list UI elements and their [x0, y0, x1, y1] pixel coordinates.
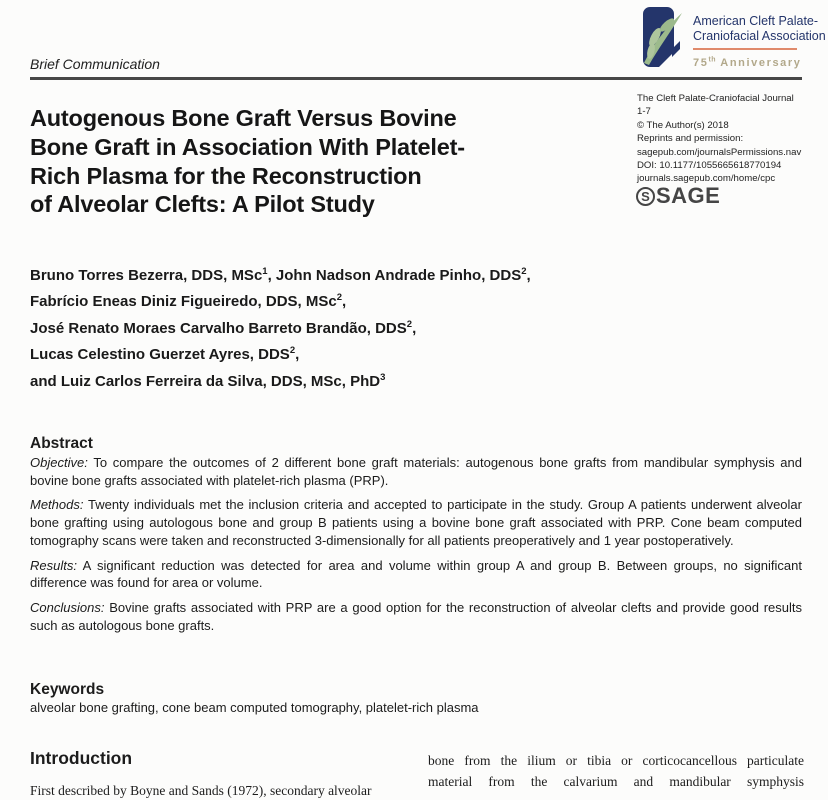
anniversary-label: 75th Anniversary	[693, 56, 802, 69]
title-line: Bone Graft in Association With Platelet-	[30, 133, 465, 160]
sage-logo	[636, 183, 720, 209]
abstract-objective: Objective: To compare the outcomes of 2 different bone graft materials: autogenous bone grafts from mandibular symphysis and bovine bone grafts associated with platelet-rich plasma (PRP).	[30, 455, 802, 488]
right-column-line: material from the calvarium and mandibular symphysis	[428, 774, 804, 789]
author-line: José Renato Moraes Carvalho Barreto Brandão, DDS$^2$,	[30, 318, 417, 337]
org-name	[693, 14, 826, 44]
abstract-heading: Abstract	[30, 435, 93, 452]
title-line: Autogenous Bone Graft Versus Bovine	[30, 105, 457, 131]
journal-citation	[637, 92, 801, 186]
title-line: Rich Plasma for the Reconstruction	[30, 162, 422, 189]
sage-circle-s-icon: S	[636, 187, 655, 206]
journal-citation-line: journals.sagepub.com/home/cpc	[637, 173, 776, 185]
keywords-text: alveolar bone grafting, cone beam computed tomography, platelet-rich plasma	[30, 700, 479, 715]
section-label: Brief Communication	[30, 56, 160, 72]
keywords-heading: Keywords	[30, 681, 105, 698]
intro-left-column-text: First described by Boyne and Sands (1972), secondary alveolar	[30, 783, 372, 798]
author-line: Bruno Torres Bezerra, DDS, MSc$^1$, John Nadson Andrade Pinho, DDS$^2$,	[30, 266, 531, 284]
org-name-line1: American Cleft Palate-	[693, 14, 819, 28]
header-rule	[30, 77, 802, 80]
author-line: and Luiz Carlos Ferreira da Silva, DDS, MSc, PhD$^3$	[30, 371, 386, 390]
acpa-logo-mark-icon	[636, 5, 686, 74]
intro-right-column-text	[428, 750, 804, 792]
journal-citation-line: sagepub.com/journalsPermissions.nav	[637, 146, 802, 158]
right-column-line: bone from the ilium or tibia or corticocancellous particulate	[428, 753, 804, 768]
abstract-results: Results: A significant reduction was detected for area and volume within group A and group B. Between groups, no significant difference was found for area or volume.	[30, 557, 802, 591]
journal-citation-line: Reprints and permission:	[637, 133, 744, 145]
acpa-logo	[636, 5, 826, 74]
org-name-line2: Craniofacial Association	[693, 29, 826, 43]
journal-citation-line: 1-7	[637, 106, 651, 118]
abstract-body	[30, 454, 802, 641]
abstract-conclusions: Conclusions: Bovine grafts associated with PRP are a good option for the reconstruction of alveolar clefts and provide good results such as autologous bone grafts.	[30, 599, 802, 633]
authors-block	[30, 261, 670, 393]
author-line: Fabrício Eneas Diniz Figueiredo, DDS, MSc$^2$,	[30, 292, 347, 311]
author-line: Lucas Celestino Guerzet Ayres, DDS$^2$,	[30, 345, 300, 364]
abstract-methods: Methods: Twenty individuals met the inclusion criteria and accepted to participate in the study. Group A patients underwent alveolar bone grafting using autologous bone and group B patients using a bovine bone graft associated with PRP. Cone beam computed tomography scans were taken and reconstructed 3-dimensionally for all patients preoperatively and 1 year postoperatively.	[30, 497, 802, 548]
article-title	[30, 104, 610, 219]
introduction-heading: Introduction	[30, 748, 133, 768]
journal-citation-line: The Cleft Palate-Craniofacial Journal	[637, 93, 794, 104]
journal-citation-line: DOI: 10.1177/1055665618770194	[637, 160, 782, 172]
sage-wordmark: SAGE	[656, 183, 721, 208]
title-line: of Alveolar Clefts: A Pilot Study	[30, 191, 375, 218]
journal-citation-line: © The Author(s) 2018	[637, 119, 729, 131]
anniversary-rule	[693, 48, 797, 50]
